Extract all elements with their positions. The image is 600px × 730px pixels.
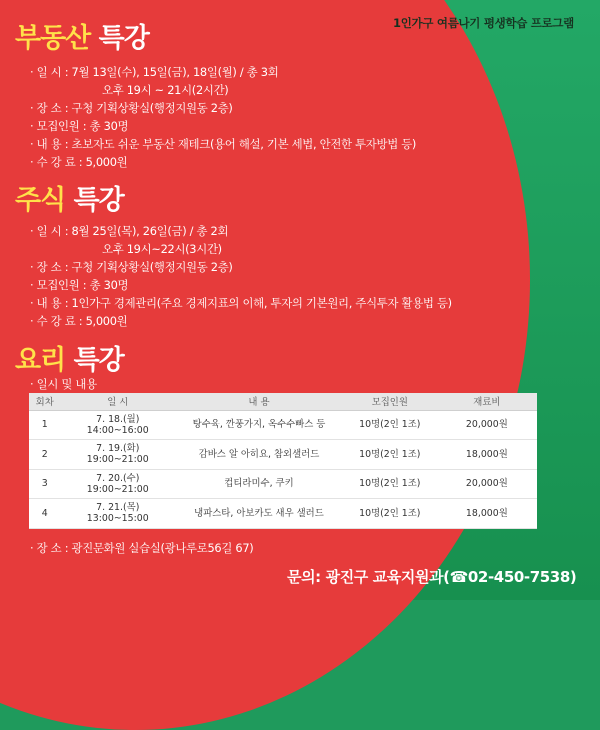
contact-info: 문의: 광진구 교육지원과(☎02-450-7538) — [287, 568, 577, 586]
cell-capacity: 10명(2인 1조) — [359, 448, 421, 460]
realestate-capacity-row: · 모집인원 : 총 30명 — [30, 119, 129, 133]
header-date: 일 시 — [60, 393, 175, 410]
realestate-fee-row: · 수 강 료 : 5,000원 — [30, 155, 128, 169]
cooking-title — [15, 338, 124, 377]
header-capacity: 모집인원 — [343, 393, 437, 410]
cell-content: 탕수육, 깐풍가지, 옥수수빠스 등 — [192, 419, 326, 431]
table-header-row — [29, 393, 537, 410]
realestate-title-suffix: 특강 — [98, 23, 149, 54]
cell-round: 1 — [41, 419, 48, 431]
cell-date-day: 7. 19.(화) — [96, 443, 140, 455]
stock-title — [15, 178, 124, 217]
table-row — [29, 499, 537, 529]
realestate-time-row: 오후 19시 ~ 21시(2시간) — [102, 83, 229, 97]
realestate-content-row: · 내 용 : 초보자도 쉬운 부동산 재테크(용어 해설, 기본 세법, 안전한 투자방법 등) — [30, 137, 417, 151]
cell-date — [60, 499, 175, 529]
cell-capacity: 10명(2인 1조) — [359, 419, 421, 431]
stock-title-suffix: 특강 — [73, 185, 124, 216]
realestate-title-highlight: 부동산 — [15, 23, 91, 54]
cell-round: 4 — [41, 507, 48, 519]
stock-capacity-row: · 모집인원 : 총 30명 — [30, 278, 129, 292]
cell-date-day: 7. 21.(목) — [96, 502, 140, 514]
cooking-title-suffix: 특강 — [73, 345, 124, 376]
cooking-place-row: · 장 소 : 광진문화원 실습실(광나루로56길 67) — [30, 541, 254, 555]
table-row — [29, 469, 537, 499]
cooking-schedule-table — [29, 393, 537, 529]
cell-fee: 18,000원 — [465, 507, 508, 519]
realestate-place-row: · 장 소 : 구청 기획상황실(행정지원동 2층) — [30, 101, 233, 115]
header-round: 회차 — [29, 393, 60, 410]
cell-date-time: 19:00~21:00 — [86, 483, 149, 495]
stock-time-row: 오후 19시~22시(3시간) — [102, 242, 222, 256]
cell-date-day: 7. 18.(월) — [96, 413, 140, 425]
cell-content: 컵티라미수, 쿠키 — [224, 478, 294, 490]
realestate-date-row: · 일 시 : 7월 13일(수), 15일(금), 18일(월) / 총 3회 — [30, 65, 279, 79]
cell-content: 냉파스타, 아보카도 새우 샐러드 — [194, 507, 324, 519]
cell-round: 3 — [41, 478, 48, 490]
cooking-subheading: · 일시 및 내용 — [30, 377, 97, 391]
cell-date — [60, 440, 175, 470]
cell-content: 감바스 알 아히요, 참외샐러드 — [198, 448, 320, 460]
stock-place-row: · 장 소 : 구청 기획상황실(행정지원동 2층) — [30, 260, 233, 274]
cell-date-time: 13:00~15:00 — [86, 513, 149, 525]
cell-capacity: 10명(2인 1조) — [359, 507, 421, 519]
header-fee: 재료비 — [437, 393, 537, 410]
cell-date-time: 19:00~21:00 — [86, 454, 149, 466]
stock-content-row: · 내 용 : 1인가구 경제관리(주요 경제지표의 이해, 투자의 기본원리, 주식투자 활용법 등) — [30, 296, 452, 310]
cell-round: 2 — [41, 448, 48, 460]
program-title: 1인가구 여름나기 평생학습 프로그램 — [393, 16, 574, 30]
cooking-title-highlight: 요리 — [15, 345, 66, 376]
header-content: 내 용 — [175, 393, 343, 410]
stock-title-highlight: 주식 — [15, 185, 66, 216]
cell-date-day: 7. 20.(수) — [96, 472, 140, 484]
stock-date-row: · 일 시 : 8월 25일(목), 26일(금) / 총 2회 — [30, 224, 229, 238]
cell-date — [60, 469, 175, 499]
cell-capacity: 10명(2인 1조) — [359, 478, 421, 490]
table-row — [29, 440, 537, 470]
cell-fee: 18,000원 — [465, 448, 508, 460]
realestate-title — [15, 16, 149, 55]
cell-fee: 20,000원 — [465, 478, 508, 490]
table-row — [29, 410, 537, 440]
cell-date — [60, 410, 175, 440]
stock-fee-row: · 수 강 료 : 5,000원 — [30, 314, 128, 328]
cell-fee: 20,000원 — [465, 419, 508, 431]
cell-date-time: 14:00~16:00 — [86, 424, 149, 436]
